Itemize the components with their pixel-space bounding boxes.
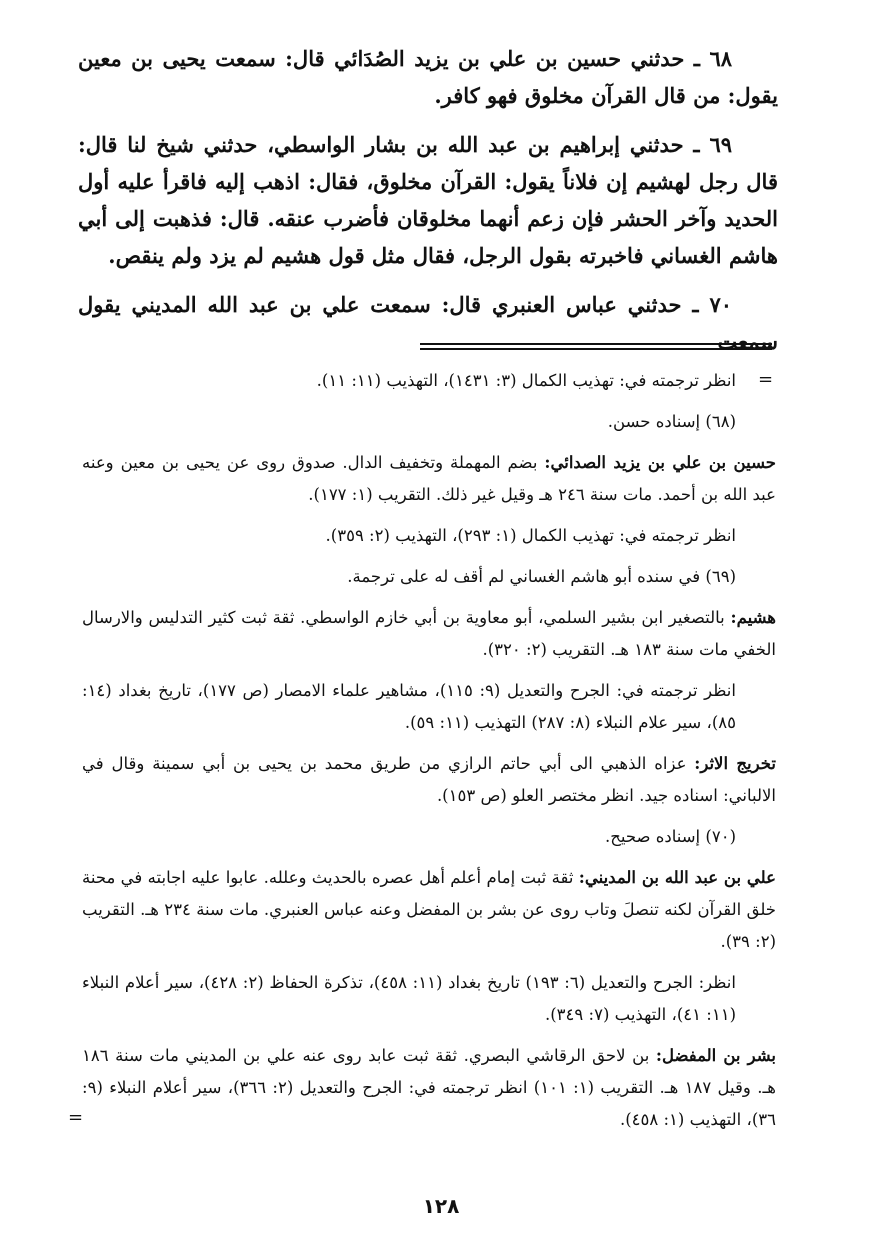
footnotes xyxy=(82,365,776,1145)
footnote-text: ثقة ثبت إمام أعلم أهل عصره بالحديث وعلله. عابوا عليه اجابته في محنة خلق القرآن لكنه تنصلَ وتاب روى عن بشر بن المفضل وعنه عباس العنبري. مات سنة ٢٣٤ هـ. التقريب (٢: ٣٩). xyxy=(82,868,777,951)
footnote-line: انظر ترجمته في: تهذيب الكمال (١: ٢٩٣)، التهذيب (٢: ٣٥٩). xyxy=(325,526,736,545)
footnote-entry xyxy=(82,748,776,812)
footnote-term: علي بن عبد الله بن المديني: xyxy=(578,868,776,887)
footnote-entry xyxy=(82,862,776,958)
footnote-entry xyxy=(82,1040,776,1136)
footnote-line: (٧٠) إسناده صحيح. xyxy=(604,827,736,846)
footnote-text: بالتصغير ابن بشير السلمي، أبو معاوية بن أبي خازم الواسطي. ثقة ثبت كثير التدليس والارسال الخفي مات سنة ١٨٣ هـ. التقريب (٢: ٣٢٠). xyxy=(82,608,776,659)
hadith-69: ٦٩ ـ حدثني إبراهيم بن عبد الله بن بشار الواسطي، حدثني شيخ لنا قال: قال رجل لهشيم إن فلاناً يقول: القرآن مخلوق، فقال: اذهب إليه فاقرأ عليه أول الحديد وآخر الحشر فإن زعم أنهما مخلوقان فأضرب عنقه. قال: فذهبت إلى أبي هاشم الغساني فاخبرته بقول الرجل، فقال مثل قول هشيم لم يزد ولم ينقص. xyxy=(78,132,778,268)
hadith-70: ٧٠ ـ حدثني عباس العنبري قال: سمعت علي بن عبد الله المديني يقول سمعت xyxy=(78,292,778,354)
footnote-text: عزاه الذهبي الى أبي حاتم الرازي من طريق محمد بن يحيى بن أبي سمينة وقال في الالباني: اسناده جيد. انظر مختصر العلو (ص ١٥٣). xyxy=(82,754,776,805)
footnote-line: انظر ترجمته في: تهذيب الكمال (٣: ١٤٣١)، التهذيب (١١: ١١). xyxy=(316,371,736,390)
page-number: ١٢٨ xyxy=(422,1194,460,1218)
footnote-line: (٦٩) في سنده أبو هاشم الغساني لم أقف له على ترجمة. xyxy=(347,567,736,586)
footnote-term: حسين بن علي بن يزيد الصدائي: xyxy=(544,453,776,472)
footnote-entry xyxy=(82,447,776,511)
footnote-line: انظر: الجرح والتعديل (٦: ١٩٣) تاريخ بغداد (١١: ٤٥٨)، تذكرة الحفاظ (٢: ٤٢٨)، سير أعلام النبلاء (١١: ٤١)، التهذيب (٧: ٣٤٩). xyxy=(82,973,736,1024)
footnote-divider-bottom xyxy=(420,348,772,350)
footnote-text: بن لاحق الرقاشي البصري. ثقة ثبت عابد روى عنه علي بن المديني مات سنة ١٨٦ هـ. وقيل ١٨٧ هـ. التقريب (١: ١٠١) انظر ترجمته في: الجرح والتعديل (٢: ٣٦٦)، سير أعلام النبلاء (٩: ٣٦)، التهذيب (١: ٤٥٨). xyxy=(82,1046,776,1129)
footnote-term: بشر بن المفضل: xyxy=(655,1046,777,1065)
hadith-68: ٦٨ ـ حدثني حسين بن علي بن يزيد الصُدَائي قال: سمعت يحيى بن معين يقول: من قال القرآن مخلوق فهو كافر. xyxy=(78,46,778,108)
footnote-term: تخريج الاثر: xyxy=(694,754,776,773)
footnote-text: بضم المهملة وتخفيف الدال. صدوق روى عن يحيى بن معين وعنه عبد الله بن أحمد. مات سنة ٢٤٦ هـ وقيل غير ذلك. التقريب (١: ١٧٧). xyxy=(82,453,776,504)
main-text xyxy=(78,40,778,372)
footnote-line: انظر ترجمته في: الجرح والتعديل (٩: ١١٥)، مشاهير علماء الامصار (ص ١٧٧)، تاريخ بغداد (١٤: ٨٥)، سير علام النبلاء (٨: ٢٨٧) التهذيب (١١: ٥٩). xyxy=(82,681,736,732)
footnote-term: هشيم: xyxy=(730,608,776,627)
continuation-mark-bottom: = xyxy=(68,1107,84,1128)
continuation-mark-top: = xyxy=(758,369,774,390)
footnote-divider-top xyxy=(420,343,772,345)
footnote-line: (٦٨) إسناده حسن. xyxy=(607,412,736,431)
footnote-entry xyxy=(82,602,776,666)
